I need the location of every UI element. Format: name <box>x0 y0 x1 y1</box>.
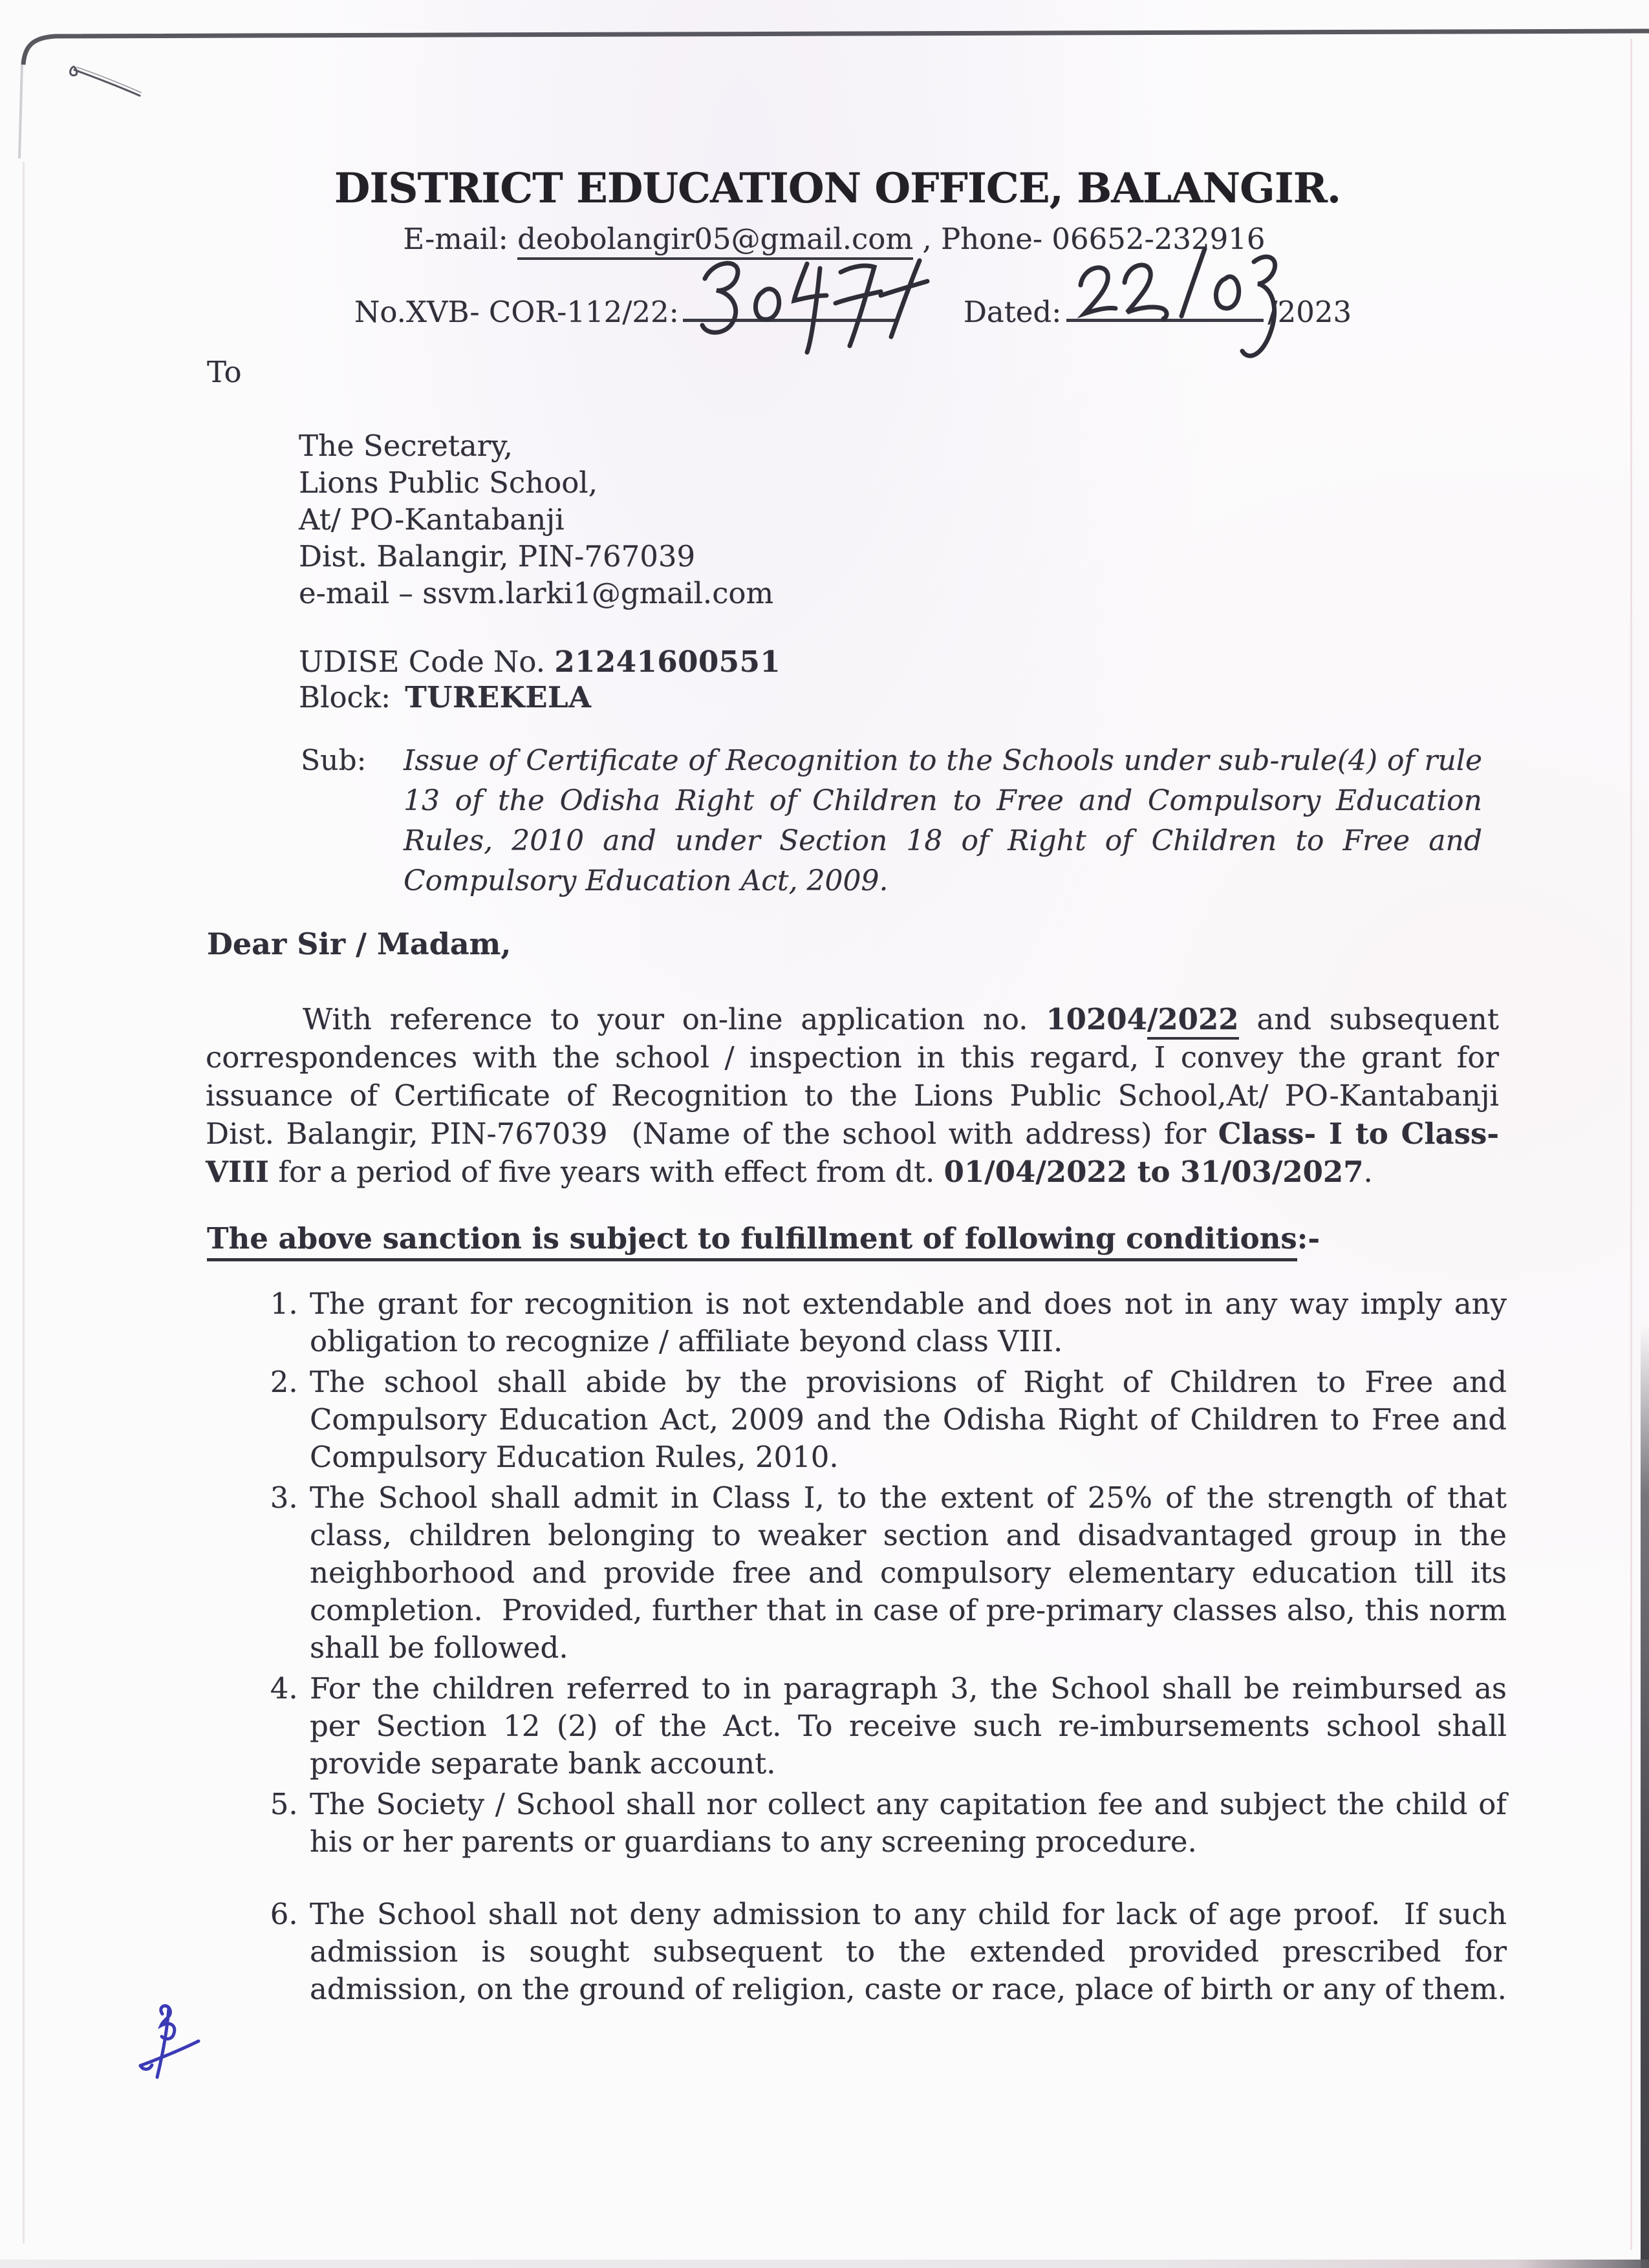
condition-item: 6. The School shall not deny admission to any child for lack of age proof. If such admission is sought subsequent to the extended provided prescribed for admission, on the ground of religion, caste or race, place of birth or any of them. <box>307 1896 1507 2008</box>
contact-line <box>10 221 1649 257</box>
class-range: Class- I to Class-VIII <box>206 1117 1499 1189</box>
udise-value: 21241600551 <box>554 645 781 679</box>
application-number: 10204 <box>1046 1002 1147 1036</box>
office-email: deobolangir05@gmail.com <box>517 222 913 260</box>
conditions-heading-suffix: :- <box>1297 1221 1320 1256</box>
block-row <box>299 679 1649 715</box>
validity-dates: 01/04/2022 to 31/03/2027 <box>943 1155 1364 1189</box>
condition-item: 5. The Society / School shall nor collect any capitation fee and subject the child of his or her parents or guardians to any screening procedure. <box>307 1786 1507 1861</box>
address-line: The Secretary, <box>299 429 513 463</box>
ref-number-line <box>683 319 896 322</box>
address-line: e-mail – ssvm.larki1@gmail.com <box>299 576 774 610</box>
scan-right-shadow <box>1641 1325 1649 2268</box>
conditions-list <box>210 1285 1507 2008</box>
para-text: and subsequent correspondences with the school / inspection in this regard, I convey the grant for issuance of Certificate of Recognition to the Lions Public School,At/ PO-Kantabanji Dist. Balangir, PIN-767039 (Name of the school with address) for <box>206 1002 1499 1151</box>
dated-label: Dated: <box>963 295 1062 329</box>
signature-scribble <box>133 2001 207 2089</box>
reference-row <box>354 294 1649 330</box>
office-title: DISTRICT EDUCATION OFFICE, BALANGIR. <box>334 164 1341 213</box>
condition-item: 4. For the children referred to in paragraph 3, the School shall be reimbursed as per Section 12 (2) of the Act. To receive such re-imbursements school shall provide separate bank account. <box>307 1670 1507 1782</box>
address-line: Lions Public School, <box>299 465 598 500</box>
block-label: Block: <box>299 680 391 714</box>
conditions-heading-text: The above sanction is subject to fulfillment of following conditions <box>207 1221 1297 1261</box>
pen-mark-top-left <box>65 57 149 109</box>
ref-label: No.XVB- COR-112/22: <box>354 295 679 329</box>
scan-right-edge <box>1630 39 1632 2250</box>
salutation: Dear Sir / Madam, <box>207 926 512 961</box>
subject-text: Issue of Certificate of Recognition to the Schools under sub-rule(4) of rule 13 of the Odisha Right of Children to Free and Compulsory Education Rules, 2010 and under Section 18 of Right of Children to Free and Compulsory Education Act, 2009. <box>404 744 1482 897</box>
udise-label: UDISE Code No. <box>299 645 555 679</box>
para-text: for a period of five years with effect from dt. <box>269 1155 944 1189</box>
recipient-address <box>299 427 1649 612</box>
letterhead <box>0 0 1649 330</box>
condition-item: 1. The grant for recognition is not extendable and does not in any way imply any obligation to recognize / affiliate beyond class VIII. <box>307 1285 1507 1360</box>
para-text: . <box>1363 1155 1373 1189</box>
application-year: /2022 <box>1147 1002 1239 1040</box>
date-line <box>1066 319 1264 322</box>
para-text: With reference to your on-line application no. <box>303 1002 1046 1036</box>
udise-row <box>299 644 1649 679</box>
condition-item: 3. The School shall admit in Class I, to the extent of 25% of the strength of that class, children belonging to weaker section and disadvantaged group in the neighborhood and provide free and compulsory elementary education till its completion. Provided, further that in case of pre-primary classes also, this norm shall be followed. <box>307 1479 1507 1667</box>
email-label: E-mail: <box>403 222 518 256</box>
condition-item: 2. The school shall abide by the provisions of Right of Children to Free and Compulsory Education Act, 2009 and the Odisha Right of Children to Free and Compulsory Education Rules, 2010. <box>307 1364 1507 1476</box>
block-value: TUREKELA <box>405 680 592 714</box>
subject-block <box>301 741 1649 901</box>
scan-bottom-edge <box>0 2260 1649 2268</box>
subject-label: Sub: <box>301 744 367 777</box>
to-label: To <box>207 355 242 389</box>
scan-left-edge <box>23 162 25 2243</box>
phone-text: , Phone- 06652-232916 <box>913 222 1266 256</box>
year-printed: /2023 <box>1267 295 1352 329</box>
school-info <box>299 644 1649 715</box>
address-line: Dist. Balangir, PIN-767039 <box>299 539 696 573</box>
address-line: At/ PO-Kantabanji <box>299 502 565 537</box>
body-paragraph <box>206 1000 1499 1191</box>
conditions-heading <box>207 1221 1649 1257</box>
